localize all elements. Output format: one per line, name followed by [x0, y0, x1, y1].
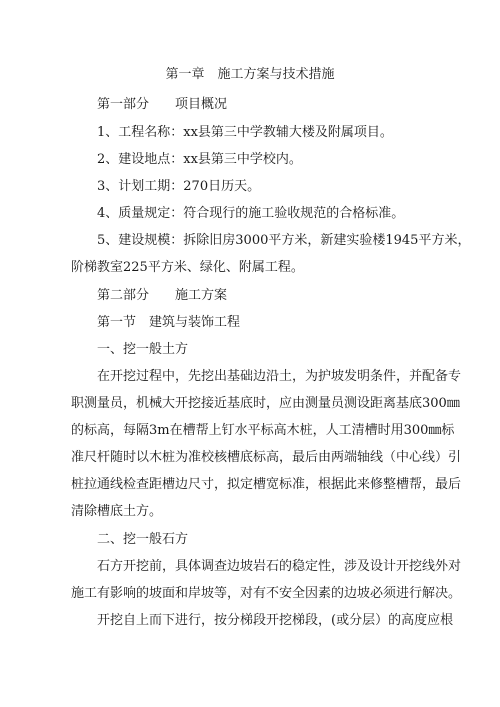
paragraph-line: 的标高，每隔3m在槽帮上钉水平标高木桩，人工清槽时用300㎜标	[71, 423, 455, 438]
subsection-heading: 一、挖一般土方	[97, 342, 189, 357]
project-item: 5、建设规模：拆除旧房3000平方米，新建实验楼1945平方米，	[97, 233, 471, 248]
project-item: 2、建设地点：xx县第三中学校内。	[97, 152, 302, 167]
project-item: 4、质量规定：符合现行的施工验收规范的合格标准。	[97, 206, 405, 221]
paragraph-line: 准尺杆随时以木桩为准校核槽底标高，最后由两端轴线（中心线）引	[71, 450, 462, 465]
part1-heading: 第一部分 项目概况	[97, 97, 228, 112]
subsection-heading: 二、挖一般石方	[97, 532, 189, 547]
paragraph-line: 清除槽底土方。	[71, 504, 163, 519]
project-item: 1、工程名称：xx县第三中学教辅大楼及附属项目。	[97, 125, 393, 140]
paragraph-line: 石方开挖前，具体调查边坡岩石的稳定性，涉及设计开挖线外对	[97, 559, 462, 574]
paragraph-line: 开挖自上而下进行，按分梯段开挖梯段，(或分层）的高度应根	[97, 613, 454, 628]
paragraph-line: 施工有影响的坡面和岸坡等，对有不安全因素的边坡必须进行解决。	[71, 586, 462, 601]
project-item: 3、计划工期：270日历天。	[97, 179, 261, 194]
project-item-continuation: 阶梯教室225平方米、绿化、附属工程。	[71, 260, 304, 275]
paragraph-line: 桩拉通线检查距槽边尺寸，拟定槽宽标准，根据此来修整槽帮，最后	[71, 477, 462, 492]
part2-heading: 第二部分 施工方案	[97, 288, 228, 303]
paragraph-line: 在开挖过程中，先挖出基础边沿土，为护坡发明条件，并配备专	[97, 369, 462, 384]
chapter-title: 第一章 施工方案与技术措施	[165, 67, 335, 82]
paragraph-line: 职测量员，机械大开挖接近基底时，应由测量员测设距离基底300㎜	[71, 396, 460, 411]
section-heading: 第一节 建筑与装饰工程	[97, 315, 241, 330]
